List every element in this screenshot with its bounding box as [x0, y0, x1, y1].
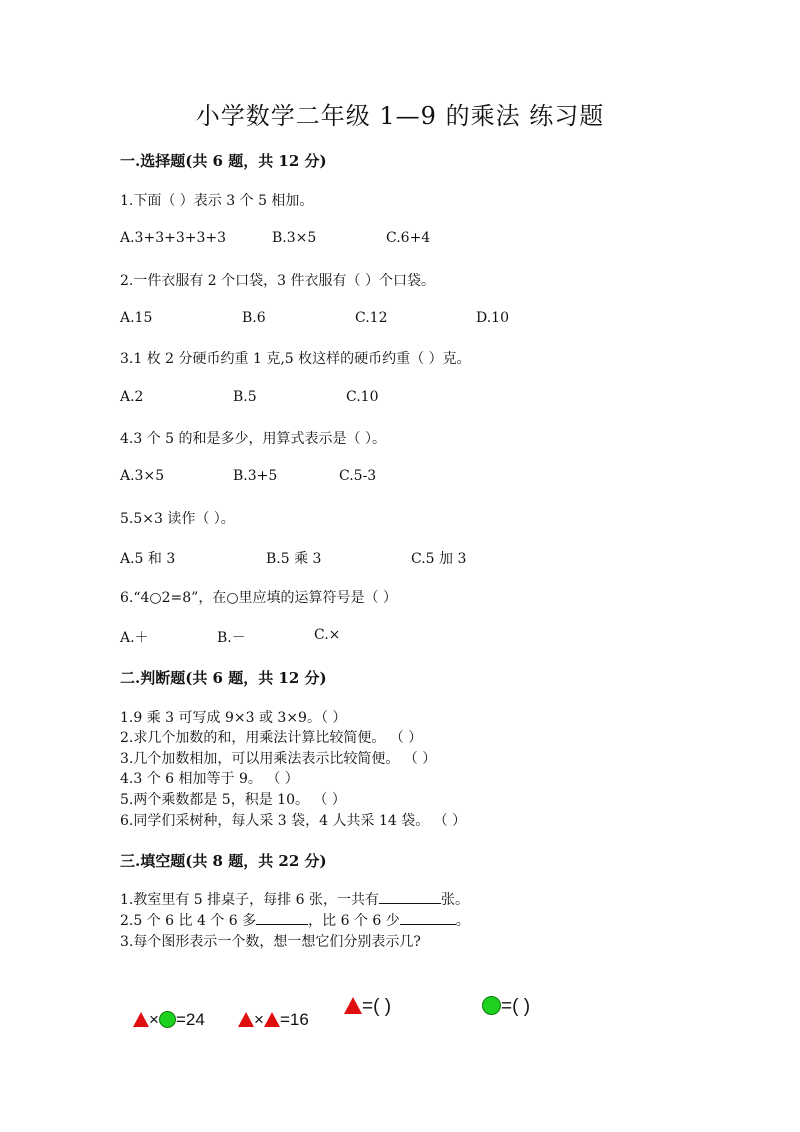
option: D.10: [476, 310, 509, 326]
question-text: 2.一件衣服有 2 个口袋，3 件衣服有（ ）个口袋。: [120, 273, 435, 289]
judgement-item: 1.9 乘 3 可写成 9×3 或 3×9。（ ）: [120, 710, 347, 726]
judgement-item: 4.3 个 6 相加等于 9。 （ ）: [120, 771, 299, 787]
question-text: 1.下面（ ）表示 3 个 5 相加。: [120, 193, 314, 209]
green-circle-icon: [482, 996, 501, 1015]
option: C.12: [355, 310, 388, 326]
answer-blank[interactable]: [379, 889, 441, 904]
answer-parentheses[interactable]: =( ): [501, 996, 531, 1017]
option: C.5 加 3: [411, 551, 467, 567]
answer-blank[interactable]: [256, 910, 308, 925]
option: A.5 和 3: [120, 551, 176, 567]
shape-equation-1: [133, 1010, 205, 1030]
option: B.5: [233, 389, 257, 405]
question-text: 张。: [440, 892, 469, 908]
option: C.10: [346, 389, 379, 405]
option: B.5 乘 3: [266, 551, 322, 567]
section-heading-judgement: 二.判断题(共 6 题，共 12 分): [120, 669, 327, 687]
answer-blank[interactable]: [400, 910, 456, 925]
question-text: 2.5 个 6 比 4 个 6 多: [120, 913, 257, 929]
triangle-answer: [344, 996, 391, 1018]
judgement-item: 6.同学们采树种，每人采 3 袋，4 人共采 14 袋。 （ ）: [120, 813, 467, 829]
option: A.3×5: [120, 468, 165, 484]
option: C.5-3: [339, 468, 377, 484]
question-text: 3.1 枚 2 分硬币约重 1 克,5 枚这样的硬币约重（ ）克。: [120, 351, 471, 367]
question-text: 5.5×3 读作（ ）。: [120, 511, 235, 527]
option: B.6: [242, 310, 266, 326]
red-triangle-icon: [133, 1012, 149, 1027]
green-circle-icon: [159, 1011, 176, 1028]
times-sign: ×: [149, 1010, 159, 1029]
option: A.2: [120, 389, 144, 405]
judgement-item: 3.几个加数相加，可以用乘法表示比较简便。 （ ）: [120, 751, 437, 767]
equation-result: =24: [175, 1010, 205, 1029]
shape-equation-2: [238, 1010, 309, 1030]
option: A.3+3+3+3+3: [120, 230, 227, 246]
fill-blank-question: [120, 889, 469, 909]
section-heading-choice: 一.选择题(共 6 题，共 12 分): [120, 152, 327, 170]
question-text: ，比 6 个 6 少: [308, 913, 400, 929]
question-text: 3.每个图形表示一个数，想一想它们分别表示几?: [120, 934, 421, 950]
option: B.3+5: [233, 468, 278, 484]
option: C.×: [314, 627, 341, 643]
judgement-item: 5.两个乘数都是 5，积是 10。 （ ）: [120, 792, 346, 808]
option: A.＋: [120, 630, 149, 646]
fill-blank-question: [120, 910, 470, 930]
question-text: 4.3 个 5 的和是多少，用算式表示是（ ）。: [120, 431, 386, 447]
question-text: 6.“4○2=8”，在○里应填的运算符号是（ ）: [120, 590, 398, 606]
equation-result: =16: [279, 1010, 309, 1029]
red-triangle-icon: [344, 997, 362, 1014]
page-title: 小学数学二年级 1—9 的乘法 练习题: [195, 102, 605, 130]
question-text: 。: [455, 913, 470, 929]
judgement-item: 2.求几个加数的和，用乘法计算比较简便。 （ ）: [120, 730, 423, 746]
option: A.15: [120, 310, 153, 326]
times-sign: ×: [254, 1010, 264, 1029]
question-text: 1.教室里有 5 排桌子，每排 6 张，一共有: [120, 892, 379, 908]
red-triangle-icon: [264, 1012, 280, 1027]
option: C.6+4: [386, 230, 431, 246]
circle-answer: [482, 996, 530, 1018]
option: B.－: [217, 630, 246, 646]
red-triangle-icon: [238, 1012, 254, 1027]
section-heading-fill-blank: 三.填空题(共 8 题，共 22 分): [120, 852, 327, 870]
answer-parentheses[interactable]: =( ): [362, 996, 392, 1017]
option: B.3×5: [272, 230, 317, 246]
